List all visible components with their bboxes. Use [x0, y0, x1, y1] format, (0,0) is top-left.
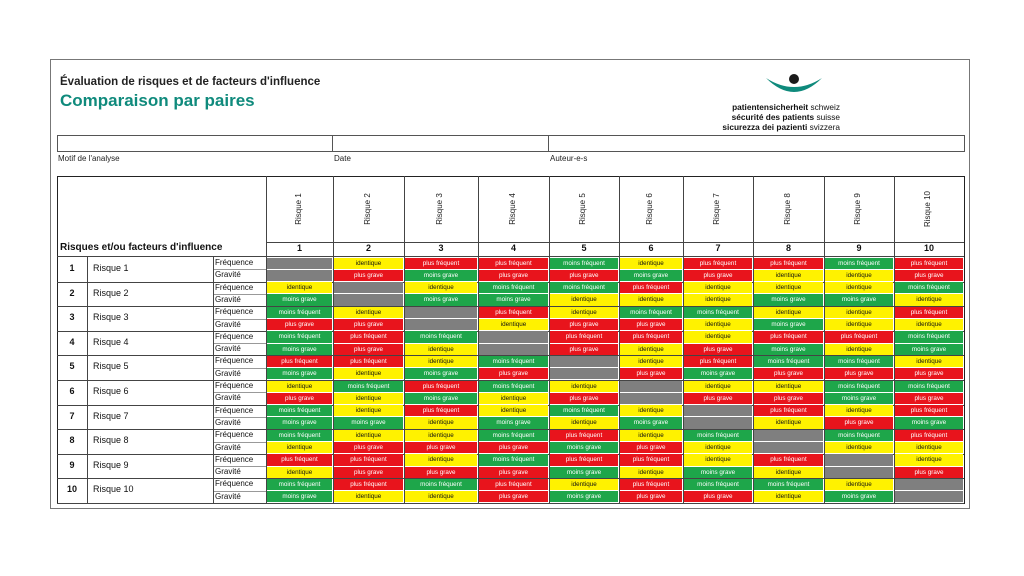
column-header-label: Risque 3 [435, 193, 444, 225]
rating-cell[interactable]: moins fréquent [825, 258, 893, 269]
rating-cell[interactable]: plus grave [479, 270, 548, 281]
rating-cell[interactable]: identique [405, 430, 477, 441]
rating-cell[interactable]: plus grave [334, 467, 403, 478]
rating-cell[interactable]: moins grave [267, 417, 332, 428]
rating-cell[interactable]: plus grave [754, 393, 823, 404]
rating-cell[interactable]: plus fréquent [754, 258, 823, 269]
rating-cell[interactable]: moins fréquent [684, 430, 752, 441]
rating-cell[interactable]: moins grave [267, 368, 332, 379]
rating-cell[interactable]: identique [334, 405, 403, 416]
diagonal-cell [825, 454, 893, 465]
rating-cell[interactable]: moins grave [895, 417, 963, 428]
rating-cell[interactable]: plus fréquent [620, 479, 682, 490]
rating-cell[interactable]: identique [895, 294, 963, 305]
rating-cell[interactable]: moins fréquent [334, 381, 403, 392]
diagonal-cell [479, 331, 548, 342]
rating-cell[interactable]: moins grave [684, 368, 752, 379]
rating-cell[interactable]: moins grave [895, 344, 963, 355]
rating-cell[interactable]: plus grave [620, 491, 682, 502]
row-risk-name: Risque 8 [93, 435, 129, 446]
rating-cell[interactable]: plus fréquent [334, 479, 403, 490]
rating-cell[interactable]: plus fréquent [754, 405, 823, 416]
grid-line [266, 242, 964, 243]
rating-cell[interactable]: identique [825, 270, 893, 281]
rating-cell[interactable]: plus fréquent [895, 258, 963, 269]
rating-cell[interactable]: moins fréquent [479, 430, 548, 441]
severity-label: Gravité [215, 393, 241, 403]
field-divider [548, 135, 549, 152]
rating-cell[interactable]: plus grave [684, 393, 752, 404]
row-number: 2 [69, 287, 75, 298]
diagonal-cell [684, 405, 752, 416]
rating-cell[interactable]: plus fréquent [550, 454, 618, 465]
rating-cell[interactable]: moins grave [479, 417, 548, 428]
rating-cell[interactable]: plus fréquent [479, 479, 548, 490]
rating-cell[interactable]: moins grave [754, 344, 823, 355]
column-number: 8 [785, 243, 791, 253]
rating-cell[interactable]: identique [334, 307, 403, 318]
severity-label: Gravité [215, 270, 241, 280]
diagonal-cell [405, 307, 477, 318]
rating-cell[interactable]: identique [550, 417, 618, 428]
date-label: Date [334, 154, 351, 163]
rating-cell[interactable]: identique [620, 258, 682, 269]
severity-label: Gravité [215, 442, 241, 452]
row-risk-name: Risque 10 [93, 484, 134, 495]
authors-label: Auteur-e-s [550, 154, 588, 163]
rating-cell[interactable]: identique [684, 282, 752, 293]
rating-cell[interactable]: plus fréquent [895, 405, 963, 416]
rating-cell[interactable]: plus fréquent [267, 356, 332, 367]
row-number: 9 [69, 459, 75, 470]
logo-line-fr: sécurité des patients suisse [731, 112, 840, 122]
frequency-label: Fréquence [215, 258, 254, 267]
rating-cell[interactable]: identique [620, 405, 682, 416]
logo-line-it: sicurezza dei pazienti svizzera [722, 122, 840, 132]
grid-line [213, 368, 266, 369]
rating-cell[interactable]: moins grave [825, 294, 893, 305]
column-number: 9 [856, 243, 862, 253]
rating-cell[interactable]: moins fréquent [267, 331, 332, 342]
row-number: 1 [69, 263, 75, 273]
rating-cell[interactable]: identique [825, 319, 893, 330]
diagonal-cell [825, 467, 893, 478]
analysis-info-fields [57, 135, 965, 152]
rating-cell[interactable]: moins grave [405, 270, 477, 281]
rating-cell[interactable]: plus fréquent [334, 454, 403, 465]
rating-cell[interactable]: plus fréquent [754, 454, 823, 465]
rating-cell[interactable]: plus fréquent [825, 331, 893, 342]
row-risk-name: Risque 6 [93, 386, 129, 396]
rating-cell[interactable]: plus fréquent [479, 307, 548, 318]
rating-cell[interactable]: plus grave [684, 270, 752, 281]
rating-cell[interactable]: identique [620, 294, 682, 305]
rating-cell[interactable]: plus grave [620, 368, 682, 379]
row-number: 8 [69, 435, 75, 446]
rating-cell[interactable]: plus grave [895, 368, 963, 379]
grid-line [213, 442, 266, 443]
document-title: Comparaison par paires [60, 91, 255, 110]
rating-cell[interactable]: plus grave [479, 368, 548, 379]
rating-cell[interactable]: moins fréquent [405, 479, 477, 490]
rating-cell[interactable]: moins fréquent [479, 454, 548, 465]
rating-cell[interactable]: plus grave [895, 393, 963, 404]
column-header-label: Risque 4 [507, 193, 517, 225]
column-number: 6 [648, 243, 654, 253]
rating-cell[interactable]: moins grave [405, 294, 477, 305]
rating-cell[interactable]: identique [754, 270, 823, 281]
rating-cell[interactable]: plus fréquent [684, 258, 752, 269]
grid-line [213, 294, 266, 295]
rating-cell[interactable]: identique [405, 417, 477, 428]
diagonal-cell [620, 393, 682, 404]
row-number: 3 [69, 312, 75, 323]
column-number: 3 [438, 243, 444, 253]
rating-cell[interactable]: plus grave [550, 270, 618, 281]
rating-cell[interactable]: plus grave [550, 344, 618, 355]
rating-cell[interactable]: plus fréquent [267, 454, 332, 465]
rating-cell[interactable]: moins grave [620, 270, 682, 281]
rating-cell[interactable]: identique [550, 307, 618, 318]
rating-cell[interactable]: identique [267, 467, 332, 478]
rating-cell[interactable]: identique [754, 417, 823, 428]
rating-cell[interactable]: moins fréquent [267, 405, 332, 416]
row-risk-name: Risque 1 [93, 263, 129, 273]
diagonal-cell [620, 381, 682, 392]
rating-cell[interactable]: identique [334, 491, 403, 502]
rating-cell[interactable]: identique [754, 282, 823, 293]
row-risk-name: Risque 4 [93, 336, 129, 347]
rating-cell[interactable]: plus grave [754, 368, 823, 379]
rating-cell[interactable]: plus grave [267, 319, 332, 330]
grid-line [213, 343, 266, 344]
rating-cell[interactable]: plus fréquent [405, 405, 477, 416]
rating-cell[interactable]: identique [334, 368, 403, 379]
rating-cell[interactable]: plus grave [405, 442, 477, 453]
rating-cell[interactable]: identique [620, 356, 682, 367]
rating-cell[interactable]: identique [825, 405, 893, 416]
frequency-label: Fréquence [215, 381, 254, 390]
rating-cell[interactable]: moins fréquent [550, 258, 618, 269]
rating-cell[interactable]: plus fréquent [405, 381, 477, 392]
rating-cell[interactable]: identique [825, 442, 893, 453]
rating-cell[interactable]: moins grave [754, 319, 823, 330]
rating-cell[interactable]: moins fréquent [684, 479, 752, 490]
rating-cell[interactable]: plus grave [684, 344, 752, 355]
rating-cell[interactable]: identique [684, 381, 752, 392]
rating-cell[interactable]: identique [754, 381, 823, 392]
rating-cell[interactable]: identique [550, 381, 618, 392]
field-divider [332, 135, 333, 152]
rating-cell[interactable]: identique [895, 442, 963, 453]
rating-cell[interactable]: plus grave [825, 368, 893, 379]
grid-line [213, 466, 266, 467]
grid-line [213, 319, 266, 320]
rating-cell[interactable]: moins fréquent [479, 356, 548, 367]
rating-cell[interactable]: moins grave [754, 294, 823, 305]
grid-line [213, 417, 266, 418]
rating-cell[interactable]: plus grave [479, 491, 548, 502]
frequency-label: Fréquence [215, 454, 254, 464]
rating-cell[interactable]: identique [405, 491, 477, 502]
row-risk-name: Risque 9 [93, 459, 129, 470]
rating-cell[interactable]: plus grave [267, 393, 332, 404]
frequency-label: Fréquence [215, 356, 254, 366]
rating-cell[interactable]: identique [895, 319, 963, 330]
rating-cell[interactable]: moins grave [550, 467, 618, 478]
rating-cell[interactable]: plus fréquent [754, 331, 823, 342]
rating-cell[interactable]: identique [825, 479, 893, 490]
diagonal-cell [267, 258, 332, 269]
diagonal-cell [754, 430, 823, 441]
rating-cell[interactable]: identique [754, 307, 823, 318]
frequency-label: Fréquence [215, 405, 254, 415]
grid-line [213, 491, 266, 492]
rating-cell[interactable]: moins grave [267, 491, 332, 502]
rating-cell[interactable]: identique [620, 344, 682, 355]
column-header-label: Risque 1 [293, 193, 303, 225]
row-risk-name: Risque 5 [93, 361, 129, 372]
column-number: 4 [510, 243, 516, 253]
rating-cell[interactable]: moins fréquent [550, 405, 618, 416]
rating-cell[interactable]: plus fréquent [620, 282, 682, 293]
rating-cell[interactable]: plus grave [334, 319, 403, 330]
column-header-label: Risque 8 [782, 193, 792, 225]
logo-line-de: patientensicherheit schweiz [732, 102, 840, 112]
rating-cell[interactable]: moins fréquent [754, 479, 823, 490]
rating-cell[interactable]: identique [334, 393, 403, 404]
rating-cell[interactable]: identique [405, 282, 477, 293]
rating-cell[interactable]: moins fréquent [895, 381, 963, 392]
rating-cell[interactable]: identique [684, 319, 752, 330]
rating-cell[interactable]: identique [550, 294, 618, 305]
rating-cell[interactable]: moins grave [405, 393, 477, 404]
rating-cell[interactable]: moins fréquent [825, 356, 893, 367]
grid-line [87, 256, 88, 504]
row-risk-name: Risque 7 [93, 410, 129, 421]
rating-cell[interactable]: plus grave [825, 417, 893, 428]
column-number: 1 [296, 243, 302, 253]
rating-cell[interactable]: moins fréquent [895, 282, 963, 293]
rating-cell[interactable]: moins grave [825, 393, 893, 404]
rating-cell[interactable]: plus grave [895, 270, 963, 281]
rating-cell[interactable]: identique [405, 344, 477, 355]
diagonal-cell [334, 282, 403, 293]
rating-cell[interactable]: plus fréquent [479, 258, 548, 269]
rating-cell[interactable]: moins grave [334, 417, 403, 428]
rating-cell[interactable]: identique [684, 294, 752, 305]
rating-cell[interactable]: identique [620, 430, 682, 441]
diagonal-cell [550, 368, 618, 379]
rating-cell[interactable]: moins grave [405, 368, 477, 379]
frequency-label: Fréquence [215, 282, 254, 292]
rating-cell[interactable]: identique [620, 467, 682, 478]
diagonal-cell [895, 491, 963, 502]
row-number: 7 [69, 410, 75, 421]
rating-cell[interactable]: moins grave [684, 467, 752, 478]
rating-cell[interactable]: identique [550, 479, 618, 490]
rating-cell[interactable]: moins grave [267, 344, 332, 355]
rating-cell[interactable]: identique [684, 454, 752, 465]
rating-cell[interactable]: identique [334, 258, 403, 269]
rating-cell[interactable]: identique [895, 454, 963, 465]
rating-cell[interactable]: plus fréquent [895, 430, 963, 441]
frequency-label: Fréquence [215, 430, 254, 440]
rating-cell[interactable]: identique [479, 405, 548, 416]
rating-cell[interactable]: moins fréquent [620, 307, 682, 318]
rating-cell[interactable]: identique [334, 430, 403, 441]
rating-cell[interactable]: moins grave [825, 491, 893, 502]
rating-cell[interactable]: plus fréquent [550, 331, 618, 342]
column-number: 5 [581, 243, 587, 253]
rating-cell[interactable]: identique [267, 282, 332, 293]
rating-cell[interactable]: moins fréquent [825, 430, 893, 441]
rating-cell[interactable]: plus fréquent [895, 307, 963, 318]
rating-cell[interactable]: identique [754, 467, 823, 478]
rating-cell[interactable]: moins grave [479, 294, 548, 305]
rating-cell[interactable]: moins fréquent [550, 282, 618, 293]
diagonal-cell [754, 442, 823, 453]
rating-cell[interactable]: plus fréquent [405, 258, 477, 269]
rating-cell[interactable]: plus fréquent [550, 430, 618, 441]
row-risk-name: Risque 3 [93, 312, 129, 323]
rating-cell[interactable]: plus grave [550, 393, 618, 404]
grid-line [57, 503, 964, 504]
rating-cell[interactable]: plus grave [334, 270, 403, 281]
rating-cell[interactable]: identique [825, 344, 893, 355]
column-number: 7 [715, 243, 721, 253]
rating-cell[interactable]: moins grave [550, 491, 618, 502]
frequency-label: Fréquence [215, 479, 254, 489]
rating-cell[interactable]: identique [405, 356, 477, 367]
rating-cell[interactable]: identique [267, 381, 332, 392]
diagonal-cell [267, 270, 332, 281]
motif-label: Motif de l'analyse [58, 154, 120, 163]
rating-cell[interactable]: moins fréquent [895, 331, 963, 342]
rating-cell[interactable]: plus fréquent [684, 356, 752, 367]
diagonal-cell [550, 356, 618, 367]
rating-cell[interactable]: identique [684, 331, 752, 342]
column-number: 2 [365, 243, 371, 253]
rating-cell[interactable]: moins fréquent [267, 430, 332, 441]
diagonal-cell [895, 479, 963, 490]
rating-cell[interactable]: plus grave [479, 467, 548, 478]
severity-label: Gravité [215, 467, 241, 477]
rating-cell[interactable]: identique [825, 282, 893, 293]
row-risk-name: Risque 2 [93, 287, 129, 298]
rating-cell[interactable]: identique [684, 442, 752, 453]
column-header-label: Risque 10 [923, 190, 932, 228]
rating-cell[interactable]: identique [895, 356, 963, 367]
rating-cell[interactable]: plus fréquent [334, 356, 403, 367]
logo-mark-icon [764, 72, 824, 102]
severity-label: Gravité [215, 344, 241, 354]
column-header-label: Risque 5 [578, 193, 587, 225]
column-header-label: Risque 9 [853, 193, 862, 225]
row-number: 5 [69, 361, 75, 372]
severity-label: Gravité [215, 368, 241, 378]
severity-label: Gravité [215, 294, 241, 304]
row-number: 6 [69, 386, 75, 396]
grid-line [213, 392, 266, 393]
rating-cell[interactable]: plus grave [334, 442, 403, 453]
diagonal-cell [479, 344, 548, 355]
rating-cell[interactable]: moins grave [620, 417, 682, 428]
severity-label: Gravité [215, 491, 241, 501]
diagonal-cell [405, 319, 477, 330]
rating-cell[interactable]: moins fréquent [825, 381, 893, 392]
rating-cell[interactable]: moins grave [267, 294, 332, 305]
document-subtitle: Évaluation de risques et de facteurs d'influence [60, 76, 321, 88]
rating-cell[interactable]: plus grave [895, 467, 963, 478]
rating-cell[interactable]: plus fréquent [620, 454, 682, 465]
rating-cell[interactable]: moins fréquent [754, 356, 823, 367]
grid-line [213, 269, 266, 270]
severity-label: Gravité [215, 417, 241, 427]
row-header-label: Risques et/ou facteurs d'influence [60, 242, 223, 253]
rating-cell[interactable]: moins fréquent [684, 307, 752, 318]
rating-cell[interactable]: identique [479, 393, 548, 404]
severity-label: Gravité [215, 319, 241, 329]
rating-cell[interactable]: moins fréquent [267, 479, 332, 490]
diagonal-cell [334, 294, 403, 305]
organization-logo [720, 72, 840, 134]
rating-cell[interactable]: plus grave [550, 319, 618, 330]
rating-cell[interactable]: identique [479, 319, 548, 330]
diagonal-cell [684, 417, 752, 428]
rating-cell[interactable]: plus grave [620, 319, 682, 330]
rating-cell[interactable]: identique [825, 307, 893, 318]
rating-cell[interactable]: identique [267, 442, 332, 453]
rating-cell[interactable]: plus fréquent [620, 331, 682, 342]
rating-cell[interactable]: plus grave [684, 491, 752, 502]
rating-cell[interactable]: plus grave [479, 442, 548, 453]
rating-cell[interactable]: moins fréquent [479, 282, 548, 293]
frequency-label: Fréquence [215, 331, 254, 341]
grid-line [213, 256, 214, 504]
column-header-label: Risque 7 [712, 193, 721, 225]
rating-cell[interactable]: moins fréquent [267, 307, 332, 318]
rating-cell[interactable]: plus grave [334, 344, 403, 355]
column-number: 10 [923, 243, 934, 253]
rating-cell[interactable]: plus grave [405, 467, 477, 478]
rating-cell[interactable]: moins grave [550, 442, 618, 453]
rating-cell[interactable]: identique [405, 454, 477, 465]
rating-cell[interactable]: moins fréquent [479, 381, 548, 392]
rating-cell[interactable]: identique [754, 491, 823, 502]
row-number: 10 [66, 484, 77, 495]
column-header-label: Risque 6 [645, 193, 654, 225]
rating-cell[interactable]: moins fréquent [405, 331, 477, 342]
rating-cell[interactable]: plus fréquent [334, 331, 403, 342]
row-number: 4 [69, 336, 75, 347]
rating-cell[interactable]: plus grave [620, 442, 682, 453]
column-header-label: Risque 2 [362, 193, 372, 225]
frequency-label: Fréquence [215, 307, 254, 317]
